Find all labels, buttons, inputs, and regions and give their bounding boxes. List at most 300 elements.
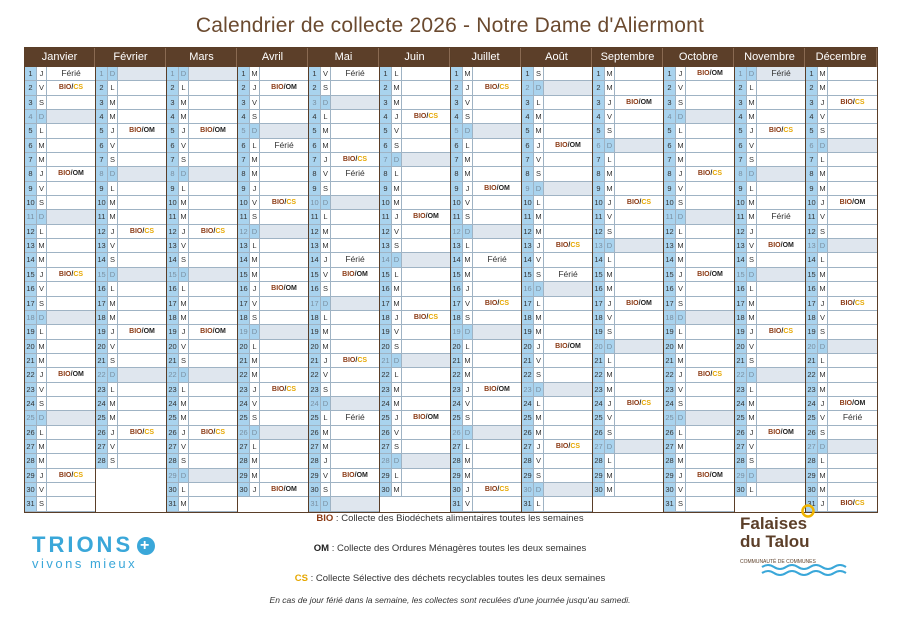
month-column xyxy=(522,48,593,512)
day-letter: D xyxy=(108,368,118,381)
day-row xyxy=(664,497,734,511)
day-letter: S xyxy=(108,454,118,467)
day-collection xyxy=(615,139,663,152)
day-collection xyxy=(331,110,379,123)
day-row xyxy=(25,253,95,267)
day-row xyxy=(522,124,592,138)
day-number: 13 xyxy=(167,239,179,252)
day-collection xyxy=(473,167,521,180)
day-row xyxy=(451,210,521,224)
day-letter: V xyxy=(818,110,828,123)
day-number: 22 xyxy=(664,368,676,381)
day-collection xyxy=(615,440,663,453)
day-collection: Férié xyxy=(345,254,365,265)
day-collection xyxy=(686,354,734,367)
day-number: 11 xyxy=(96,210,108,223)
day-row xyxy=(451,110,521,124)
day-row xyxy=(25,426,95,440)
day-number: 20 xyxy=(96,340,108,353)
day-letter: M xyxy=(250,368,260,381)
day-row xyxy=(735,411,805,425)
day-number: 16 xyxy=(167,282,179,295)
day-number: 27 xyxy=(451,440,463,453)
day-number: 30 xyxy=(806,483,818,496)
day-row xyxy=(451,124,521,138)
day-letter: D xyxy=(321,497,331,510)
day-row xyxy=(238,153,308,167)
day-letter: V xyxy=(37,483,47,496)
day-row xyxy=(735,167,805,181)
day-letter: L xyxy=(605,253,615,266)
day-number: 4 xyxy=(522,110,534,123)
day-number: 21 xyxy=(96,354,108,367)
day-row xyxy=(806,325,877,339)
day-collection xyxy=(828,354,877,367)
day-letter: M xyxy=(818,383,828,396)
day-number: 10 xyxy=(309,196,321,209)
day-collection xyxy=(189,239,237,252)
day-letter: M xyxy=(676,253,686,266)
day-number: 6 xyxy=(380,139,392,152)
day-number: 22 xyxy=(806,368,818,381)
day-row xyxy=(522,325,592,339)
day-collection xyxy=(189,411,237,424)
falaises-logo-line2: du Talou xyxy=(740,532,810,551)
day-collection xyxy=(47,225,95,238)
day-letter: M xyxy=(747,411,757,424)
day-number: 1 xyxy=(25,67,37,80)
day-collection xyxy=(828,81,877,94)
day-row xyxy=(96,311,166,325)
day-number: 8 xyxy=(593,167,605,180)
day-number: 27 xyxy=(96,440,108,453)
day-letter: M xyxy=(37,239,47,252)
day-collection xyxy=(402,368,450,381)
day-collection xyxy=(402,268,450,281)
day-number: 12 xyxy=(380,225,392,238)
day-collection xyxy=(260,110,308,123)
day-number: 6 xyxy=(522,139,534,152)
day-row xyxy=(238,182,308,196)
day-letter: S xyxy=(321,282,331,295)
day-number: 7 xyxy=(593,153,605,166)
day-collection xyxy=(402,297,450,310)
day-row xyxy=(664,96,734,110)
day-collection: BIO/CS xyxy=(697,170,723,178)
legend-bio-text: : Collecte des Biodéchets alimentaires toutes les semaines xyxy=(333,513,584,524)
day-letter: L xyxy=(747,383,757,396)
day-collection: BIO/CS xyxy=(58,84,84,92)
day-collection xyxy=(189,253,237,266)
day-number: 29 xyxy=(380,469,392,482)
day-number: 12 xyxy=(735,225,747,238)
day-collection xyxy=(260,411,308,424)
day-number: 10 xyxy=(593,196,605,209)
day-number: 16 xyxy=(522,282,534,295)
day-number: 18 xyxy=(380,311,392,324)
day-number: 25 xyxy=(806,411,818,424)
day-row xyxy=(593,67,663,81)
legend-om-text: : Collecte des Ordures Ménagères toutes les deux semaines xyxy=(329,543,587,554)
day-number: 25 xyxy=(451,411,463,424)
day-number: 5 xyxy=(25,124,37,137)
day-number: 30 xyxy=(380,483,392,496)
day-letter: D xyxy=(747,268,757,281)
day-number: 1 xyxy=(735,67,747,80)
day-row xyxy=(664,182,734,196)
day-row xyxy=(25,96,95,110)
day-letter: V xyxy=(747,239,757,252)
day-row xyxy=(25,81,95,95)
day-collection xyxy=(331,397,379,410)
day-row xyxy=(735,397,805,411)
day-row xyxy=(167,340,237,354)
day-row xyxy=(664,225,734,239)
day-collection: BIO/CS xyxy=(768,328,794,336)
day-row xyxy=(806,469,877,483)
day-row xyxy=(664,383,734,397)
day-number: 24 xyxy=(522,397,534,410)
day-collection xyxy=(828,282,877,295)
day-number: 5 xyxy=(593,124,605,137)
day-collection xyxy=(757,110,805,123)
day-row xyxy=(664,139,734,153)
day-letter: J xyxy=(605,96,615,109)
day-row xyxy=(735,268,805,282)
day-collection xyxy=(331,497,379,510)
day-letter: M xyxy=(321,325,331,338)
day-row xyxy=(25,454,95,468)
day-row xyxy=(593,81,663,95)
day-letter: J xyxy=(250,282,260,295)
day-number: 28 xyxy=(664,454,676,467)
day-number: 7 xyxy=(309,153,321,166)
trions-logo xyxy=(32,532,155,571)
day-letter: M xyxy=(108,110,118,123)
day-number: 26 xyxy=(380,426,392,439)
day-letter: M xyxy=(534,426,544,439)
day-row xyxy=(380,282,450,296)
empty-row xyxy=(735,497,805,511)
day-collection: BIO/OM xyxy=(200,328,226,336)
day-row xyxy=(96,124,166,138)
day-row xyxy=(522,340,592,354)
day-letter: L xyxy=(392,268,402,281)
day-letter: M xyxy=(108,397,118,410)
day-letter: J xyxy=(818,96,828,109)
day-letter: V xyxy=(108,340,118,353)
day-collection xyxy=(686,253,734,266)
day-number: 30 xyxy=(25,483,37,496)
day-row xyxy=(309,67,379,81)
day-collection xyxy=(757,483,805,496)
day-row xyxy=(806,354,877,368)
day-collection xyxy=(331,325,379,338)
day-letter: D xyxy=(392,153,402,166)
day-row xyxy=(593,210,663,224)
day-collection xyxy=(331,282,379,295)
day-number: 24 xyxy=(167,397,179,410)
day-letter: S xyxy=(321,81,331,94)
day-collection xyxy=(473,67,521,80)
day-row xyxy=(593,196,663,210)
day-number: 8 xyxy=(25,167,37,180)
day-row xyxy=(522,239,592,253)
day-number: 12 xyxy=(522,225,534,238)
day-letter: D xyxy=(179,268,189,281)
day-collection xyxy=(331,383,379,396)
day-letter: J xyxy=(818,397,828,410)
day-row xyxy=(167,153,237,167)
day-row xyxy=(167,210,237,224)
day-letter: M xyxy=(676,153,686,166)
day-collection xyxy=(189,297,237,310)
day-number: 22 xyxy=(735,368,747,381)
day-row xyxy=(309,124,379,138)
day-number: 3 xyxy=(380,96,392,109)
day-row xyxy=(522,81,592,95)
day-number: 27 xyxy=(522,440,534,453)
day-collection xyxy=(189,67,237,80)
day-row xyxy=(664,167,734,181)
day-row xyxy=(96,340,166,354)
day-row xyxy=(735,383,805,397)
day-row xyxy=(806,297,877,311)
day-collection xyxy=(544,96,592,109)
day-letter: J xyxy=(818,297,828,310)
day-letter: J xyxy=(463,282,473,295)
day-collection: BIO/CS xyxy=(271,199,297,207)
falaises-logo-sub: COMMUNAUTÉ DE COMMUNES xyxy=(740,559,816,565)
day-row xyxy=(522,354,592,368)
day-number: 23 xyxy=(806,383,818,396)
day-letter: S xyxy=(321,383,331,396)
day-collection xyxy=(47,239,95,252)
day-row xyxy=(25,340,95,354)
day-collection xyxy=(686,81,734,94)
day-letter: S xyxy=(392,139,402,152)
day-collection xyxy=(473,440,521,453)
day-number: 22 xyxy=(593,368,605,381)
day-collection: BIO/OM xyxy=(484,385,510,393)
day-collection: BIO/CS xyxy=(129,428,155,436)
day-collection xyxy=(615,383,663,396)
day-letter: D xyxy=(321,297,331,310)
day-letter: M xyxy=(321,139,331,152)
day-collection xyxy=(260,96,308,109)
day-row xyxy=(451,469,521,483)
day-letter: M xyxy=(179,297,189,310)
day-collection xyxy=(544,354,592,367)
day-letter: M xyxy=(463,354,473,367)
day-row xyxy=(451,196,521,210)
day-collection xyxy=(473,239,521,252)
day-number: 3 xyxy=(806,96,818,109)
day-collection xyxy=(473,397,521,410)
day-collection xyxy=(828,225,877,238)
day-number: 4 xyxy=(806,110,818,123)
day-collection xyxy=(189,354,237,367)
day-collection xyxy=(828,311,877,324)
day-number: 21 xyxy=(238,354,250,367)
day-number: 9 xyxy=(238,182,250,195)
day-number: 6 xyxy=(309,139,321,152)
day-letter: V xyxy=(463,497,473,510)
day-collection xyxy=(473,196,521,209)
day-collection xyxy=(615,354,663,367)
day-letter: D xyxy=(463,124,473,137)
day-number: 7 xyxy=(380,153,392,166)
day-row xyxy=(522,110,592,124)
day-letter: M xyxy=(392,81,402,94)
day-collection xyxy=(544,124,592,137)
day-letter: L xyxy=(676,426,686,439)
day-collection xyxy=(544,225,592,238)
day-number: 14 xyxy=(309,253,321,266)
day-letter: V xyxy=(321,268,331,281)
day-letter: V xyxy=(676,282,686,295)
day-row xyxy=(238,124,308,138)
day-collection: Férié xyxy=(771,68,791,78)
day-collection: BIO/CS xyxy=(413,113,439,121)
day-letter: V xyxy=(321,469,331,482)
day-letter: V xyxy=(605,311,615,324)
day-row xyxy=(522,182,592,196)
day-number: 14 xyxy=(735,253,747,266)
day-collection xyxy=(686,497,734,510)
day-letter: D xyxy=(676,110,686,123)
day-letter: V xyxy=(179,440,189,453)
day-number: 2 xyxy=(238,81,250,94)
day-row xyxy=(380,67,450,81)
day-letter: L xyxy=(37,426,47,439)
day-number: 9 xyxy=(522,182,534,195)
day-letter: J xyxy=(605,196,615,209)
day-number: 11 xyxy=(380,210,392,223)
day-letter: L xyxy=(108,282,118,295)
day-collection xyxy=(402,182,450,195)
day-collection xyxy=(331,96,379,109)
day-number: 5 xyxy=(735,124,747,137)
day-letter: L xyxy=(747,182,757,195)
day-letter: J xyxy=(747,325,757,338)
day-letter: J xyxy=(37,469,47,482)
day-collection xyxy=(828,210,877,223)
day-letter: J xyxy=(605,297,615,310)
day-row xyxy=(167,483,237,497)
day-collection xyxy=(615,67,663,80)
day-letter: M xyxy=(463,167,473,180)
day-letter: L xyxy=(37,225,47,238)
day-collection: BIO/CS xyxy=(697,371,723,379)
day-letter: M xyxy=(463,67,473,80)
legend-cs-code: CS xyxy=(294,573,308,584)
day-letter: M xyxy=(818,483,828,496)
day-number: 22 xyxy=(309,368,321,381)
day-row xyxy=(380,124,450,138)
day-letter: J xyxy=(676,167,686,180)
day-row xyxy=(735,340,805,354)
day-row xyxy=(96,297,166,311)
day-collection xyxy=(47,182,95,195)
day-row xyxy=(593,311,663,325)
day-number: 4 xyxy=(238,110,250,123)
day-collection xyxy=(686,440,734,453)
day-letter: M xyxy=(108,297,118,310)
day-row xyxy=(380,440,450,454)
day-row xyxy=(25,397,95,411)
day-number: 16 xyxy=(735,282,747,295)
day-row xyxy=(238,167,308,181)
day-row xyxy=(380,411,450,425)
day-number: 31 xyxy=(167,497,179,510)
day-collection xyxy=(331,81,379,94)
day-number: 7 xyxy=(664,153,676,166)
month-header: Octobre xyxy=(664,48,734,67)
day-letter: V xyxy=(321,167,331,180)
day-collection xyxy=(47,397,95,410)
day-row xyxy=(309,268,379,282)
day-row xyxy=(522,167,592,181)
day-row xyxy=(167,253,237,267)
day-collection xyxy=(615,483,663,496)
day-letter: D xyxy=(676,411,686,424)
day-collection xyxy=(828,426,877,439)
day-letter: V xyxy=(534,454,544,467)
day-number: 19 xyxy=(309,325,321,338)
day-number: 15 xyxy=(522,268,534,281)
day-number: 11 xyxy=(309,210,321,223)
day-letter: M xyxy=(392,96,402,109)
day-row xyxy=(309,325,379,339)
day-row xyxy=(451,153,521,167)
day-collection xyxy=(686,96,734,109)
day-number: 11 xyxy=(167,210,179,223)
day-number: 3 xyxy=(238,96,250,109)
day-collection xyxy=(828,325,877,338)
day-row xyxy=(451,239,521,253)
day-collection xyxy=(189,182,237,195)
day-number: 29 xyxy=(25,469,37,482)
day-collection xyxy=(189,110,237,123)
day-number: 19 xyxy=(806,325,818,338)
day-number: 25 xyxy=(664,411,676,424)
day-row xyxy=(238,483,308,497)
day-letter: S xyxy=(747,354,757,367)
day-collection xyxy=(118,81,166,94)
footnote: En cas de jour férié dans la semaine, les collectes sont reculées d'une journée jusqu'au samedi. xyxy=(269,595,631,605)
day-letter: J xyxy=(37,167,47,180)
day-number: 28 xyxy=(593,454,605,467)
day-collection xyxy=(47,383,95,396)
day-collection xyxy=(757,397,805,410)
day-row xyxy=(735,282,805,296)
day-row xyxy=(451,282,521,296)
day-letter: M xyxy=(818,268,828,281)
day-row xyxy=(735,325,805,339)
day-letter: V xyxy=(463,297,473,310)
day-collection xyxy=(473,354,521,367)
day-letter: M xyxy=(250,268,260,281)
day-letter: J xyxy=(818,196,828,209)
month-column xyxy=(238,48,309,512)
day-number: 20 xyxy=(238,340,250,353)
day-collection xyxy=(402,383,450,396)
day-number: 18 xyxy=(522,311,534,324)
day-letter: M xyxy=(605,469,615,482)
day-letter: M xyxy=(37,139,47,152)
day-collection xyxy=(828,239,877,252)
